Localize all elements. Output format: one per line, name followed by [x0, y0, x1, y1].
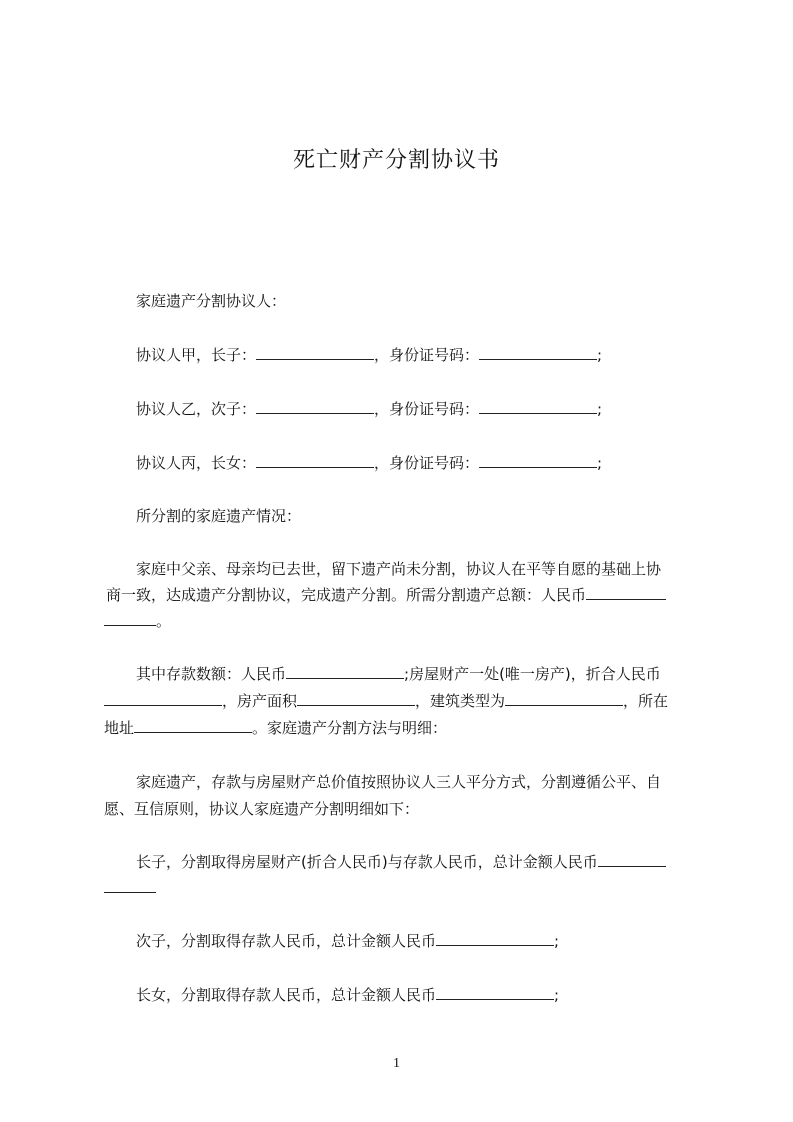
estate-total-blank-cont	[104, 611, 156, 626]
area-blank	[297, 691, 415, 706]
party-a-name-blank	[256, 345, 374, 360]
period-mark: 。	[156, 612, 172, 630]
end-mark: ;	[597, 400, 603, 418]
building-type-blank	[505, 691, 623, 706]
estate-para2-line3	[104, 718, 704, 738]
party-c-name-blank	[256, 453, 374, 468]
party-a-id-blank	[479, 345, 597, 360]
eldest-son-total-blank	[598, 852, 666, 867]
party-b-id-blank	[479, 399, 597, 414]
party-c-label: 协议人丙，长女：	[136, 454, 257, 472]
estate-para1-line1: 家庭中父亲、母亲均已去世，留下遗产尚未分割，协议人在平等自愿的基础上协	[136, 560, 662, 578]
estate-para1-line3	[104, 611, 704, 631]
location-label: ，所在	[623, 692, 669, 710]
id-label: ，身份证号码：	[374, 400, 480, 418]
end-mark: ;	[554, 986, 560, 1004]
address-blank	[134, 718, 252, 733]
party-a-label: 协议人甲，长子：	[136, 346, 257, 364]
document-title: 死亡财产分割协议书	[292, 148, 500, 173]
end-mark: ;	[597, 454, 603, 472]
eldest-son-line2	[104, 878, 704, 898]
parties-heading: 家庭遗产分割协议人：	[136, 292, 287, 310]
deposit-blank	[286, 664, 404, 679]
party-b-name-blank	[256, 399, 374, 414]
party-b-label: 协议人乙，次子：	[136, 400, 257, 418]
method-line2: 愿、互信原则，协议人家庭遗产分割明细如下：	[104, 800, 420, 818]
eldest-son-text: 长子，分割取得房屋财产(折合人民币)与存款人民币，总计金额人民币	[136, 853, 598, 871]
eldest-son-line	[136, 852, 736, 872]
party-b-line	[136, 399, 736, 419]
second-son-text: 次子，分割取得存款人民币，总计金额人民币	[136, 932, 437, 950]
house-value-blank	[104, 691, 222, 706]
method-intro: 。家庭遗产分割方法与明细：	[252, 719, 448, 737]
area-label: ，房产面积	[222, 692, 298, 710]
end-mark: ;	[554, 932, 560, 950]
house-label: ;房屋财产一处(唯一房产)，折合人民币	[404, 665, 661, 683]
estate-para1-line2	[106, 585, 706, 605]
id-label: ，身份证号码：	[374, 454, 480, 472]
address-label: 地址	[104, 719, 135, 737]
second-son-total-blank	[436, 931, 554, 946]
second-son-line	[136, 931, 736, 951]
estate-total-blank	[586, 585, 666, 600]
end-mark: ;	[597, 346, 603, 364]
method-line1: 家庭遗产，存款与房屋财产总价值按照协议人三人平分方式，分割遵循公平、自	[136, 773, 662, 791]
building-type-label: ，建筑类型为	[415, 692, 506, 710]
estate-heading: 所分割的家庭遗产情况：	[136, 507, 302, 525]
page-number: 1	[393, 1056, 400, 1071]
estate-total-label: 商一致，达成遗产分割协议，完成遗产分割。所需分割遗产总额：人民币	[106, 586, 587, 604]
party-c-line	[136, 453, 736, 473]
party-a-line	[136, 345, 736, 365]
estate-para2-line2	[104, 691, 704, 711]
party-c-id-blank	[479, 453, 597, 468]
deposit-label: 其中存款数额：人民币	[136, 665, 287, 683]
eldest-daughter-total-blank	[436, 985, 554, 1000]
id-label: ，身份证号码：	[374, 346, 480, 364]
eldest-son-total-blank-cont	[104, 878, 156, 893]
eldest-daughter-line	[136, 985, 736, 1005]
estate-para2-line1	[136, 664, 736, 684]
eldest-daughter-text: 长女，分割取得存款人民币，总计金额人民币	[136, 986, 437, 1004]
